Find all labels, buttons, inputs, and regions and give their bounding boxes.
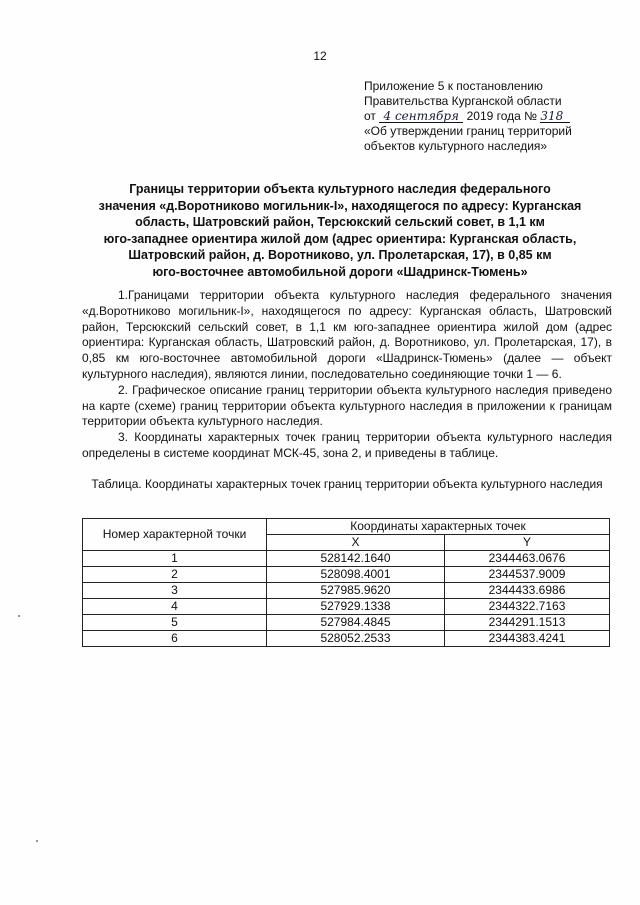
appendix-line: объектов культурного наследия» [364, 139, 548, 153]
table-row [83, 567, 610, 583]
page-number: 12 [313, 49, 327, 63]
document-title [60, 181, 620, 280]
coord-x: 527929.1338 [267, 599, 445, 615]
coordinates-table [82, 518, 610, 647]
coord-x: 527984.4845 [267, 615, 445, 631]
appendix-date-line [364, 109, 624, 124]
scan-speck [36, 840, 38, 842]
coord-x: 528052.2533 [267, 631, 445, 647]
header-coordinates: Координаты характерных точек [267, 519, 610, 535]
table-row [83, 583, 610, 599]
coord-y: 2344291.1513 [445, 615, 610, 631]
table-row [83, 615, 610, 631]
handwritten-number: 318 [540, 110, 570, 123]
table-row [83, 599, 610, 615]
date-prefix: от [364, 109, 376, 123]
coord-x: 527985.9620 [267, 583, 445, 599]
table-row [83, 631, 610, 647]
point-number: 3 [83, 583, 267, 599]
title-line: юго-западнее ориентира жилой дом (адрес ориентира: Курганская область, [103, 231, 577, 246]
title-line: Шатровский район, д. Воротниково, ул. Пролетарская, 17), в 0,85 км [128, 248, 552, 262]
paragraph: 2. Графическое описание границ территории объекта культурного наследия приведено на карте (схеме) границ территории объекта культурного наследия в приложении к границам территории объекта культурного наследия. [82, 382, 612, 429]
appendix-line: Приложение 5 к постановлению [364, 79, 543, 93]
title-line: Границы территории объекта культурного наследия федерального [129, 182, 551, 196]
appendix-header [364, 79, 624, 154]
coord-y: 2344383.4241 [445, 631, 610, 647]
appendix-line: «Об утверждении границ территорий [364, 124, 572, 138]
coord-y: 2344463.0676 [445, 551, 610, 567]
title-line: юго-восточнее автомобильной дороги «Шадринск-Тюмень» [152, 264, 528, 279]
point-number: 2 [83, 567, 267, 583]
point-number: 5 [83, 615, 267, 631]
paragraph: 3. Координаты характерных точек границ территории объекта культурного наследия определены в системе координат МСК-45, зона 2, и приведены в таблице. [82, 430, 612, 460]
appendix-line: Правительства Курганской области [364, 94, 562, 108]
title-line: область, Шатровский район, Терсюкский сельский совет, в 1,1 км [135, 215, 545, 229]
point-number: 6 [83, 631, 267, 647]
paragraph: 1.Границами территории объекта культурного наследия федерального значения «д.Воротниково могильник-I», находящегося по адресу: Курганская область, Шатровский район, Терсюкский сельский совет, в 1,1 км юго-западнее ориентира жилой дом (адрес ориентира: Курганская область, Шатровский район, д. Воротниково, ул. Пролетарская, 17), в 0,85 км юго-восточнее автомобильной дороги «Шадринск-Тюмень» (далее — объект культурного наследия), являются линии, последовательно соединяющие точки 1 — 6. [82, 288, 612, 381]
coord-x: 528098.4001 [267, 567, 445, 583]
header-point-number: Номер характерной точки [83, 519, 267, 551]
coord-y: 2344537.9009 [445, 567, 610, 583]
handwritten-date: 4 сентября [379, 110, 463, 123]
point-number: 4 [83, 599, 267, 615]
table-header-row [83, 519, 610, 535]
table-caption: Таблица. Координаты характерных точек границ территории объекта культурного наследия [91, 477, 603, 491]
point-number: 1 [83, 551, 267, 567]
body-text [82, 288, 612, 462]
coord-y: 2344433.6986 [445, 583, 610, 599]
coord-x: 528142.1640 [267, 551, 445, 567]
table-row [83, 551, 610, 567]
coord-y: 2344322.7163 [445, 599, 610, 615]
scan-speck [18, 615, 20, 617]
year-text: 2019 года № [466, 109, 538, 123]
header-y: Y [445, 535, 610, 551]
title-line: значения «д.Воротниково могильник-I», находящегося по адресу: Курганская [98, 198, 582, 213]
header-x: X [267, 535, 445, 551]
